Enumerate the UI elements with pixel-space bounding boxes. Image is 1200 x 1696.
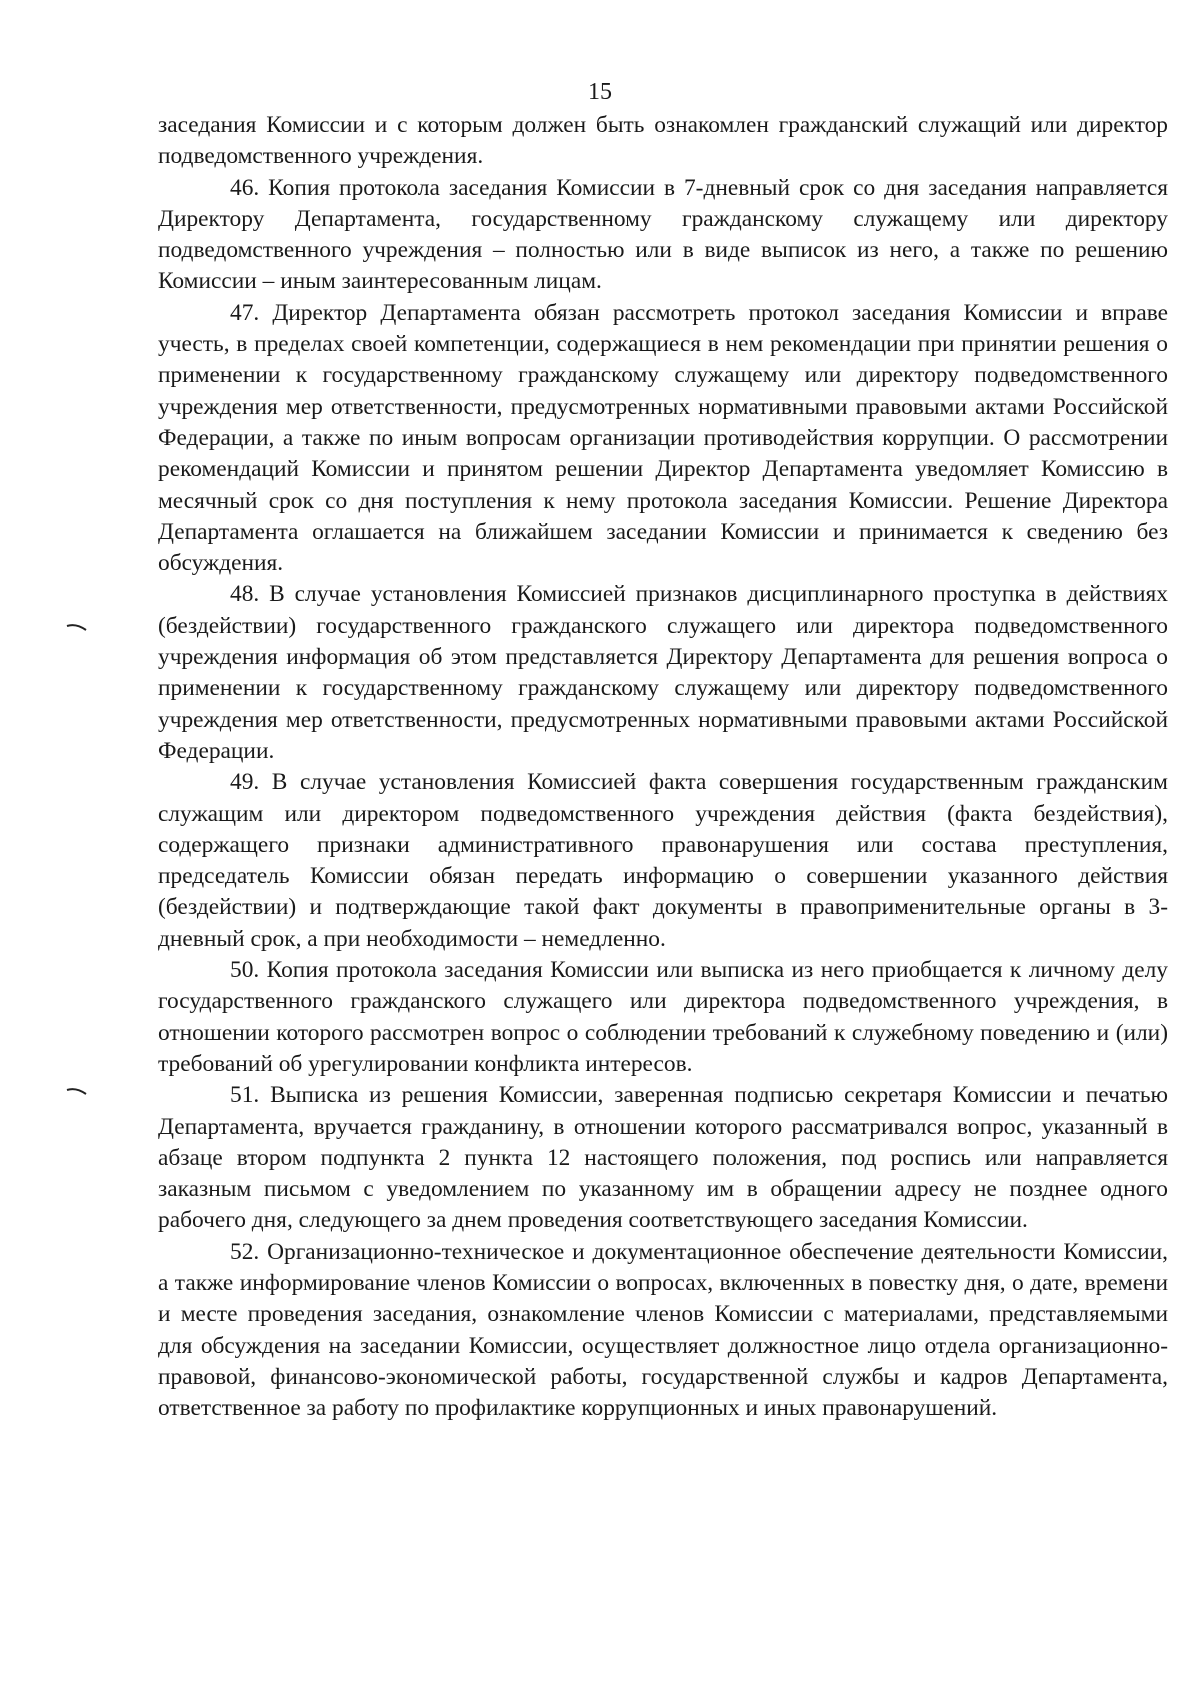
paragraph-continued: заседания Комиссии и с которым должен быть ознакомлен гражданский служащий или директор подведомственного учреждения.	[158, 112, 1168, 170]
paragraph-51: 51. Выписка из решения Комиссии, заверенная подписью секретаря Комиссии и печатью Департамента, вручается гражданину, в отношении которого рассматривался вопрос, указанный в абзаце втором подпункта 2 пункта 12 настоящего положения, под роспись или направляется заказным письмом с уведомлением по указанному им в обращении адресу не позднее одного рабочего дня, следующего за днем проведения соответствующего заседания Комиссии.	[158, 1082, 1168, 1234]
paragraph-49: 49. В случае установления Комиссией факта совершения государственным гражданским служащим или директором подведомственного учреждения действия (факта бездействия), содержащего признаки административного правонарушения или состава преступления, председатель Комиссии обязан передать информацию о совершении указанного действия (бездействии) и подтверждающие такой факт документы в правоприменительные органы в 3-дневный срок, а при необходимости – немедленно.	[158, 769, 1168, 952]
paragraph-52: 52. Организационно-техническое и документационное обеспечение деятельности Комиссии, а также информирование членов Комиссии о вопросах, включенных в повестку дня, о дате, времени и месте проведения заседания, ознакомление членов Комиссии с материалами, представляемыми для обсуждения на заседании Комиссии, осуществляет должностное лицо отдела организационно-правовой, финансово-экономической работы, государственной службы и кадров Департамента, ответственное за работу по профилактике коррупционных и иных правонарушений.	[158, 1238, 1168, 1422]
paragraph-50: 50. Копия протокола заседания Комиссии или выписка из него приобщается к личному делу государственного гражданского служащего или директора подведомственного учреждения, в отношении которого рассмотрен вопрос о соблюдении требований к служебному поведению и (или) требований об урегулировании конфликта интересов.	[158, 957, 1168, 1077]
paragraph-48: 48. В случае установления Комиссией признаков дисциплинарного проступка в действиях (бездействии) государственного гражданского служащего или директора подведомственного учреждения информация об этом представляется Директору Департамента для решения вопроса о применении к государственному гражданскому служащему или директору подведомственного учреждения мер ответственности, предусмотренных нормативными правовыми актами Российской Федерации.	[158, 581, 1168, 764]
paragraph-46: 46. Копия протокола заседания Комиссии в 7-дневный срок со дня заседания направляется Директору Департамента, государственному гражданскому служащему или директору подведомственного учреждения – полностью или в виде выписок из него, а также по решению Комиссии – иным заинтересованным лицам.	[158, 174, 1168, 295]
margin-mark	[66, 622, 88, 632]
margin-mark	[66, 1086, 88, 1096]
paragraph-47: 47. Директор Департамента обязан рассмотреть протокол заседания Комиссии и вправе учесть, в пределах своей компетенции, содержащиеся в нем рекомендации при принятии решения о применении к государственному гражданскому служащему или директору подведомственного учреждения мер ответственности, предусмотренных нормативными правовыми актами Российской Федерации, а также по иным вопросам организации противодействия коррупции. О рассмотрении рекомендаций Комиссии и принятом решении Директор Департамента уведомляет Комиссию в месячный срок со дня поступления к нему протокола заседания Комиссии. Решение Директора Департамента оглашается на ближайшем заседании Комиссии и принимается к сведению без обсуждения.	[158, 299, 1168, 577]
page-number: 15	[588, 79, 612, 105]
document-body	[158, 110, 1168, 1424]
